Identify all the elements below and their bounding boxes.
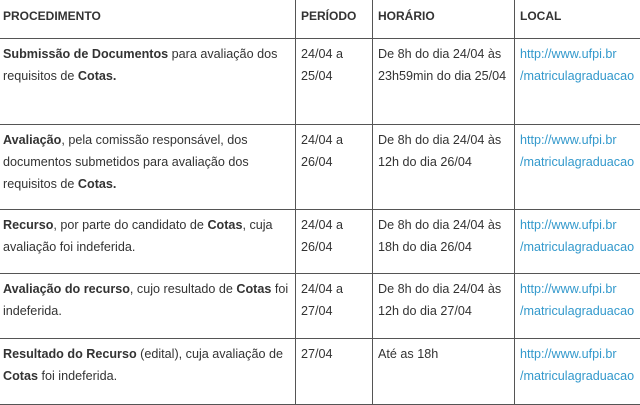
procedimento-bold: Recurso xyxy=(3,218,53,232)
horario-cell: De 8h do dia 24/04 às 23h59min do dia 25/04 xyxy=(373,39,515,125)
table-row xyxy=(0,125,640,210)
header-procedimento: PROCEDIMENTO xyxy=(0,0,296,39)
procedimento-bold: Submissão de Documentos xyxy=(3,47,168,61)
local-cell xyxy=(515,210,640,274)
cotas-bold: Cotas. xyxy=(78,177,117,191)
procedimento-text: , cujo resultado de xyxy=(130,282,236,296)
procedimento-cell xyxy=(0,210,296,274)
horario-cell: Até as 18h xyxy=(373,339,515,405)
procedimento-cell xyxy=(0,39,296,125)
local-link[interactable]: http://www.ufpi.br xyxy=(520,278,640,300)
cotas-bold: Cotas xyxy=(3,369,38,383)
procedimento-text-end: , cuja avaliação foi indeferida. xyxy=(3,218,273,254)
local-cell xyxy=(515,125,640,210)
procedimento-text-end: foi indeferida. xyxy=(38,369,117,383)
cotas-bold: Cotas. xyxy=(78,69,117,83)
cotas-bold: Cotas xyxy=(236,282,271,296)
procedimento-bold: Avaliação xyxy=(3,133,61,147)
local-cell xyxy=(515,274,640,339)
local-link[interactable]: http://www.ufpi.br xyxy=(520,214,640,236)
procedimento-bold: Avaliação do recurso xyxy=(3,282,130,296)
table-row xyxy=(0,274,640,339)
local-cell xyxy=(515,39,640,125)
procedimento-cell xyxy=(0,125,296,210)
header-row xyxy=(0,0,640,39)
procedimento-bold: Resultado do Recurso xyxy=(3,347,137,361)
local-link-path[interactable]: /matriculagraduacao xyxy=(520,300,640,322)
header-horario: HORÁRIO xyxy=(373,0,515,39)
periodo-cell: 27/04 xyxy=(296,339,373,405)
procedimento-cell xyxy=(0,339,296,405)
horario-cell: De 8h do dia 24/04 às 12h do dia 27/04 xyxy=(373,274,515,339)
procedimento-text: (edital), cuja avaliação de xyxy=(137,347,283,361)
horario-cell: De 8h do dia 24/04 às 12h do dia 26/04 xyxy=(373,125,515,210)
procedimento-cell xyxy=(0,274,296,339)
local-link[interactable]: http://www.ufpi.br xyxy=(520,343,640,365)
local-link-path[interactable]: /matriculagraduacao xyxy=(520,365,640,387)
local-link-path[interactable]: /matriculagraduacao xyxy=(520,65,640,87)
horario-cell: De 8h do dia 24/04 às 18h do dia 26/04 xyxy=(373,210,515,274)
table-row xyxy=(0,210,640,274)
periodo-cell: 24/04 a 25/04 xyxy=(296,39,373,125)
procedimento-text: , pela comissão responsável, dos documentos submetidos para avaliação dos requisitos de xyxy=(3,133,249,191)
local-link[interactable]: http://www.ufpi.br xyxy=(520,129,640,151)
cotas-bold: Cotas xyxy=(207,218,242,232)
local-link-path[interactable]: /matriculagraduacao xyxy=(520,151,640,173)
local-cell xyxy=(515,339,640,405)
table-row xyxy=(0,39,640,125)
local-link[interactable]: http://www.ufpi.br xyxy=(520,43,640,65)
local-link-path[interactable]: /matriculagraduacao xyxy=(520,236,640,258)
periodo-cell: 24/04 a 26/04 xyxy=(296,125,373,210)
procedimento-text: para avaliação dos requisitos de xyxy=(3,47,277,83)
periodo-cell: 24/04 a 27/04 xyxy=(296,274,373,339)
header-periodo: PERÍODO xyxy=(296,0,373,39)
procedimento-text: , por parte do candidato de xyxy=(53,218,207,232)
header-local: LOCAL xyxy=(515,0,640,39)
table-row xyxy=(0,339,640,405)
periodo-cell: 24/04 a 26/04 xyxy=(296,210,373,274)
procedimento-text-end: foi indeferida. xyxy=(3,282,288,318)
